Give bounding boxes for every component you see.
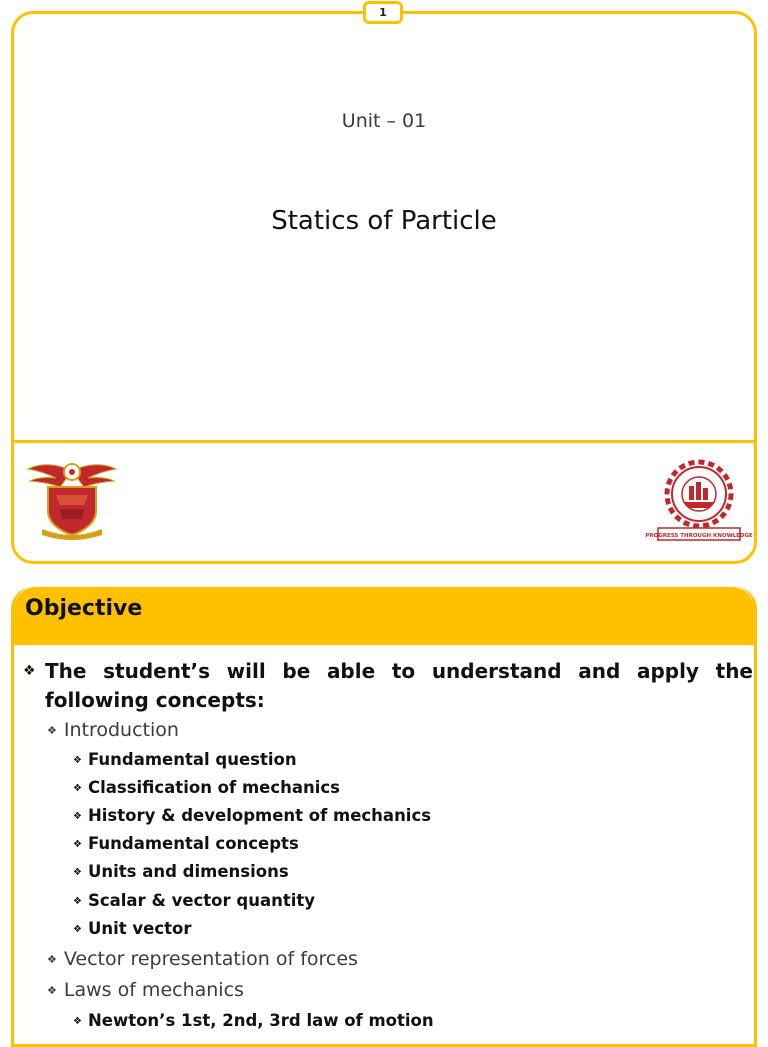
diamond-bullet-icon: ❖ — [73, 867, 82, 878]
diamond-bullet-icon: ❖ — [47, 724, 57, 737]
diamond-bullet-icon: ❖ — [73, 755, 82, 766]
college-crest-logo-icon — [26, 459, 118, 541]
list-item-label: Units and dimensions — [87, 862, 289, 881]
list-item — [73, 834, 299, 853]
diamond-bullet-icon: ❖ — [73, 1016, 82, 1027]
list-item — [73, 891, 315, 910]
anna-university-gear-logo-icon — [645, 458, 753, 544]
list-item-label: History & development of mechanics — [87, 806, 432, 825]
diamond-bullet-icon: ❖ — [47, 953, 57, 966]
list-item-label: Fundamental concepts — [87, 834, 299, 853]
slide-title: Statics of Particle — [271, 206, 497, 236]
page-number-badge: 1 — [363, 1, 403, 24]
title-slide — [11, 11, 757, 564]
unit-label: Unit – 01 — [341, 110, 427, 132]
list-item — [73, 750, 297, 769]
objective-title: Objective — [25, 596, 143, 621]
list-item-label: Introduction — [63, 719, 179, 741]
list-item-label: Scalar & vector quantity — [87, 891, 316, 910]
list-item — [73, 862, 289, 881]
objective-slide — [11, 587, 757, 1047]
logo-banner-text: PROGRESS THROUGH KNOWLEDGE — [645, 533, 753, 539]
diamond-bullet-icon: ❖ — [73, 896, 82, 907]
diamond-bullet-icon: ❖ — [73, 924, 82, 935]
intro-bullet — [23, 657, 753, 715]
list-item — [47, 719, 179, 741]
list-item — [73, 806, 431, 825]
list-item — [73, 778, 340, 797]
list-item — [73, 919, 192, 938]
slide-divider — [14, 440, 754, 443]
diamond-bullet-icon: ❖ — [73, 811, 82, 822]
diamond-bullet-icon: ❖ — [73, 839, 82, 850]
list-item-label: Fundamental question — [87, 750, 297, 769]
diamond-bullet-icon: ❖ — [47, 984, 57, 997]
list-item — [73, 1011, 434, 1030]
objective-header — [14, 587, 754, 645]
list-item — [47, 948, 358, 970]
diamond-bullet-icon: ❖ — [73, 783, 82, 794]
list-item-label: Classification of mechanics — [87, 778, 340, 797]
intro-text: The student’s will be able to understand and apply the following concepts: — [45, 659, 753, 712]
list-item-label: Newton’s 1st, 2nd, 3rd law of motion — [87, 1011, 434, 1030]
list-item-label: Unit vector — [87, 919, 192, 938]
list-item-label: Vector representation of forces — [63, 948, 358, 970]
list-item — [47, 979, 244, 1001]
diamond-bullet-icon: ❖ — [23, 663, 36, 679]
list-item-label: Laws of mechanics — [63, 979, 244, 1001]
